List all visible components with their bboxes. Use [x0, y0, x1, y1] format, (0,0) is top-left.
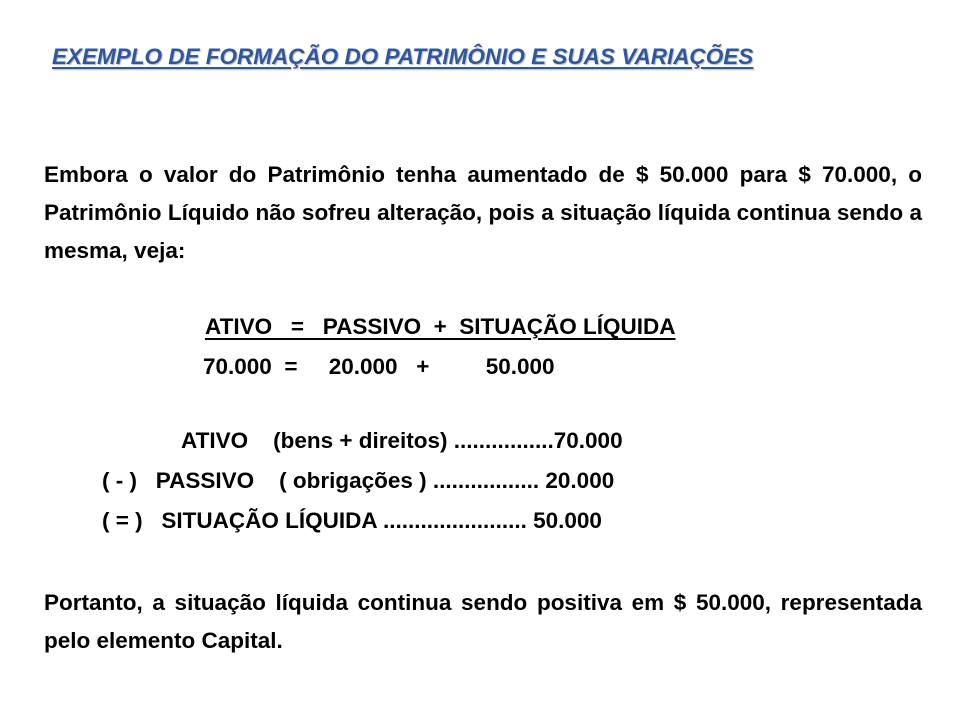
balance-line-situacao-liquida: ( = ) SITUAÇÃO LÍQUIDA ....................... 50.000 — [102, 508, 602, 533]
balance-line-passivo: ( - ) PASSIVO ( obrigações ) ................. 20.000 — [102, 468, 615, 493]
equation-values: 70.000 = 20.000 + 50.000 — [203, 354, 555, 379]
equation-header: ATIVO = PASSIVO + SITUAÇÃO LÍQUIDA — [205, 314, 676, 339]
intro-paragraph: Embora o valor do Patrimônio tenha aumentado de $ 50.000 para $ 70.000, o Patrimônio Líquido não sofreu alteração, pois a situação líquida continua sendo a mesma, veja: — [44, 162, 922, 263]
slide-title: EXEMPLO DE FORMAÇÃO DO PATRIMÔNIO E SUAS VARIAÇÕES — [52, 44, 754, 69]
conclusion-paragraph: Portanto, a situação líquida continua sendo positiva em $ 50.000, representada pelo elemento Capital. — [44, 590, 922, 653]
balance-line-ativo: ATIVO (bens + direitos) ................70.000 — [181, 428, 623, 453]
